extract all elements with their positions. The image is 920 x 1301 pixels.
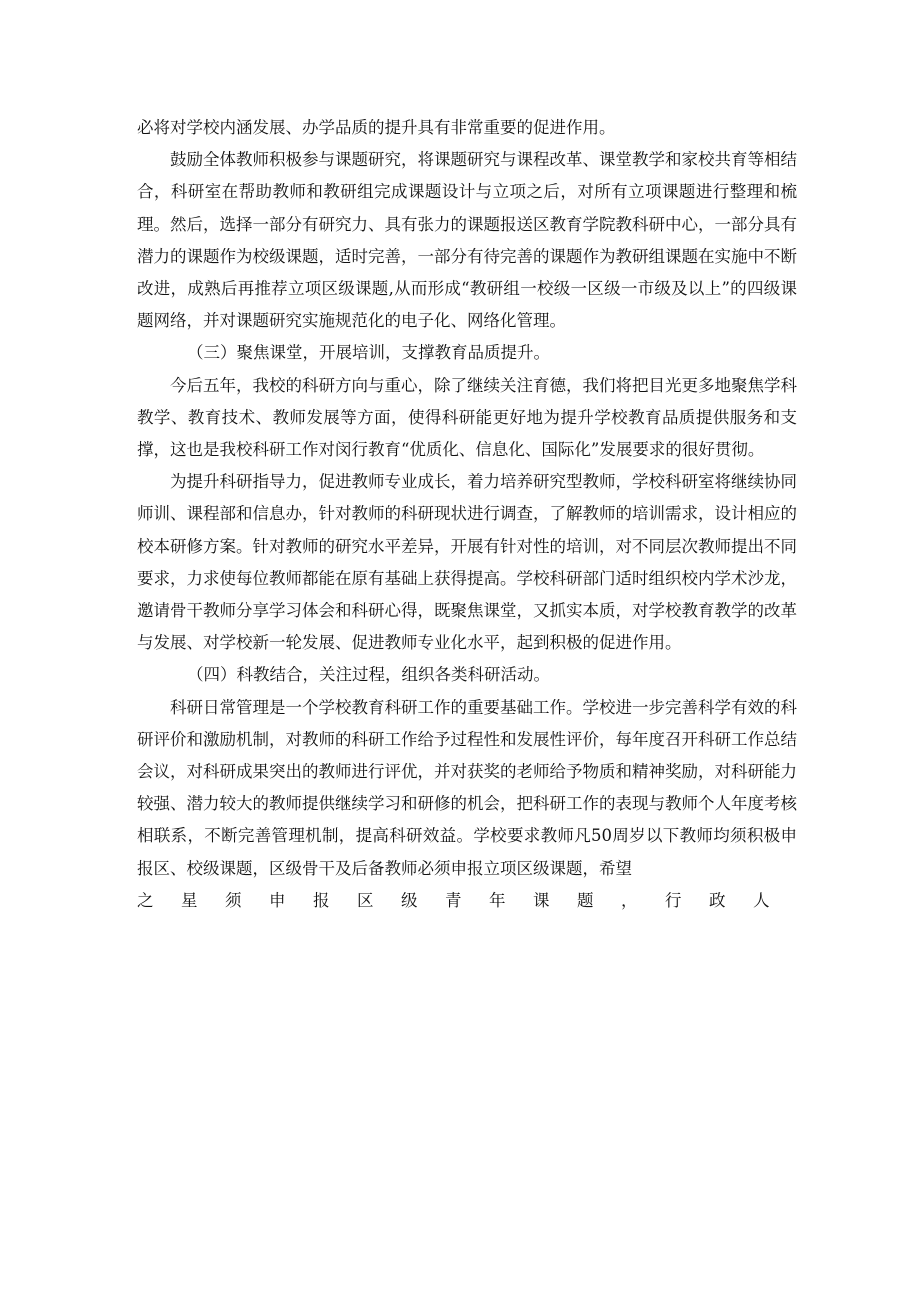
spread-char: 须: [225, 890, 242, 910]
section-heading-4: （四）科教结合，关注过程，组织各类科研活动。: [187, 665, 550, 685]
spread-char: 区: [357, 890, 374, 910]
paragraph-research-direction: 今后五年，我校的科研方向与重心，除了继续关注育德，我们将把目光更多地聚焦学科教学、教育技术、教师发展等方面，使得科研能更好地为提升学校教育品质提供服务和支撑，这也是我校科研工作对闵行教育“优质化、信息化、国际化”发展要求的很好贯彻。: [137, 375, 797, 460]
spread-last-line: [137, 885, 797, 917]
document-page: [137, 112, 797, 917]
spread-char: 人: [753, 890, 770, 910]
spread-char: 青: [445, 890, 462, 910]
section-heading-3: （三）聚焦课堂，开展培训，支撑教育品质提升。: [187, 343, 550, 363]
spread-char: 年: [489, 890, 506, 910]
spread-char: 政: [709, 890, 726, 910]
spread-char: 题: [577, 890, 594, 910]
spread-char: 报: [313, 890, 330, 910]
paragraph-continuation: 必将对学校内涵发展、办学品质的提升具有非常重要的促进作用。: [137, 118, 616, 137]
spread-char: 级: [401, 890, 418, 910]
spread-char: 申: [269, 890, 286, 910]
spread-char: 课: [533, 890, 550, 910]
paragraph-daily-management: 科研日常管理是一个学校教育科研工作的重要基础工作。学校进一步完善科学有效的科研评价和激励机制，对教师的科研工作给予过程性和发展性评价，每年度召开科研工作总结会议，对科研成果突出的教师进行评优，并对获奖的老师给予物质和精神奖励，对科研能力较强、潜力较大的教师提供继续学习和研修的机会，把科研工作的表现与教师个人年度考核相联系，不断完善管理机制，提高科研效益。学校要求教师凡50周岁以下教师均须积极申报区、校级课题，区级骨干及后备教师必须申报立项区级课题，希望: [137, 697, 797, 878]
spread-char: 星: [181, 890, 198, 910]
spread-char: 之: [137, 890, 154, 910]
paragraph-topic-research: 鼓励全体教师积极参与课题研究，将课题研究与课程改革、课堂教学和家校共育等相结合，科研室在帮助教师和教研组完成课题设计与立项之后，对所有立项课题进行整理和梳理。然后，选择一部分有研究力、具有张力的课题报送区教育学院教科研中心，一部分具有潜力的课题作为校级课题，适时完善，一部分有待完善的课题作为教研组课题在实施中不断改进，成熟后再推荐立项区级课题,从而形成“教研组一校级一区级一市级及以上”的四级课题网络，并对课题研究实施规范化的电子化、网络化管理。: [137, 150, 797, 331]
paragraph-teacher-training: 为提升科研指导力，促进教师专业成长，着力培养研究型教师，学校科研室将继续协同师训、课程部和信息办，针对教师的科研现状进行调查，了解教师的培训需求，设计相应的校本研修方案。针对教师的研究水平差异，开展有针对性的培训，对不同层次教师提出不同要求，力求使每位教师都能在原有基础上获得提高。学校科研部门适时组织校内学术沙龙，邀请骨干教师分享学习体会和科研心得，既聚焦课堂，又抓实本质，对学校教育教学的改革与发展、对学校新一轮发展、促进教师专业化水平，起到积极的促进作用。: [137, 472, 797, 653]
spread-char: ，: [621, 890, 638, 910]
spread-char: 行: [665, 890, 682, 910]
